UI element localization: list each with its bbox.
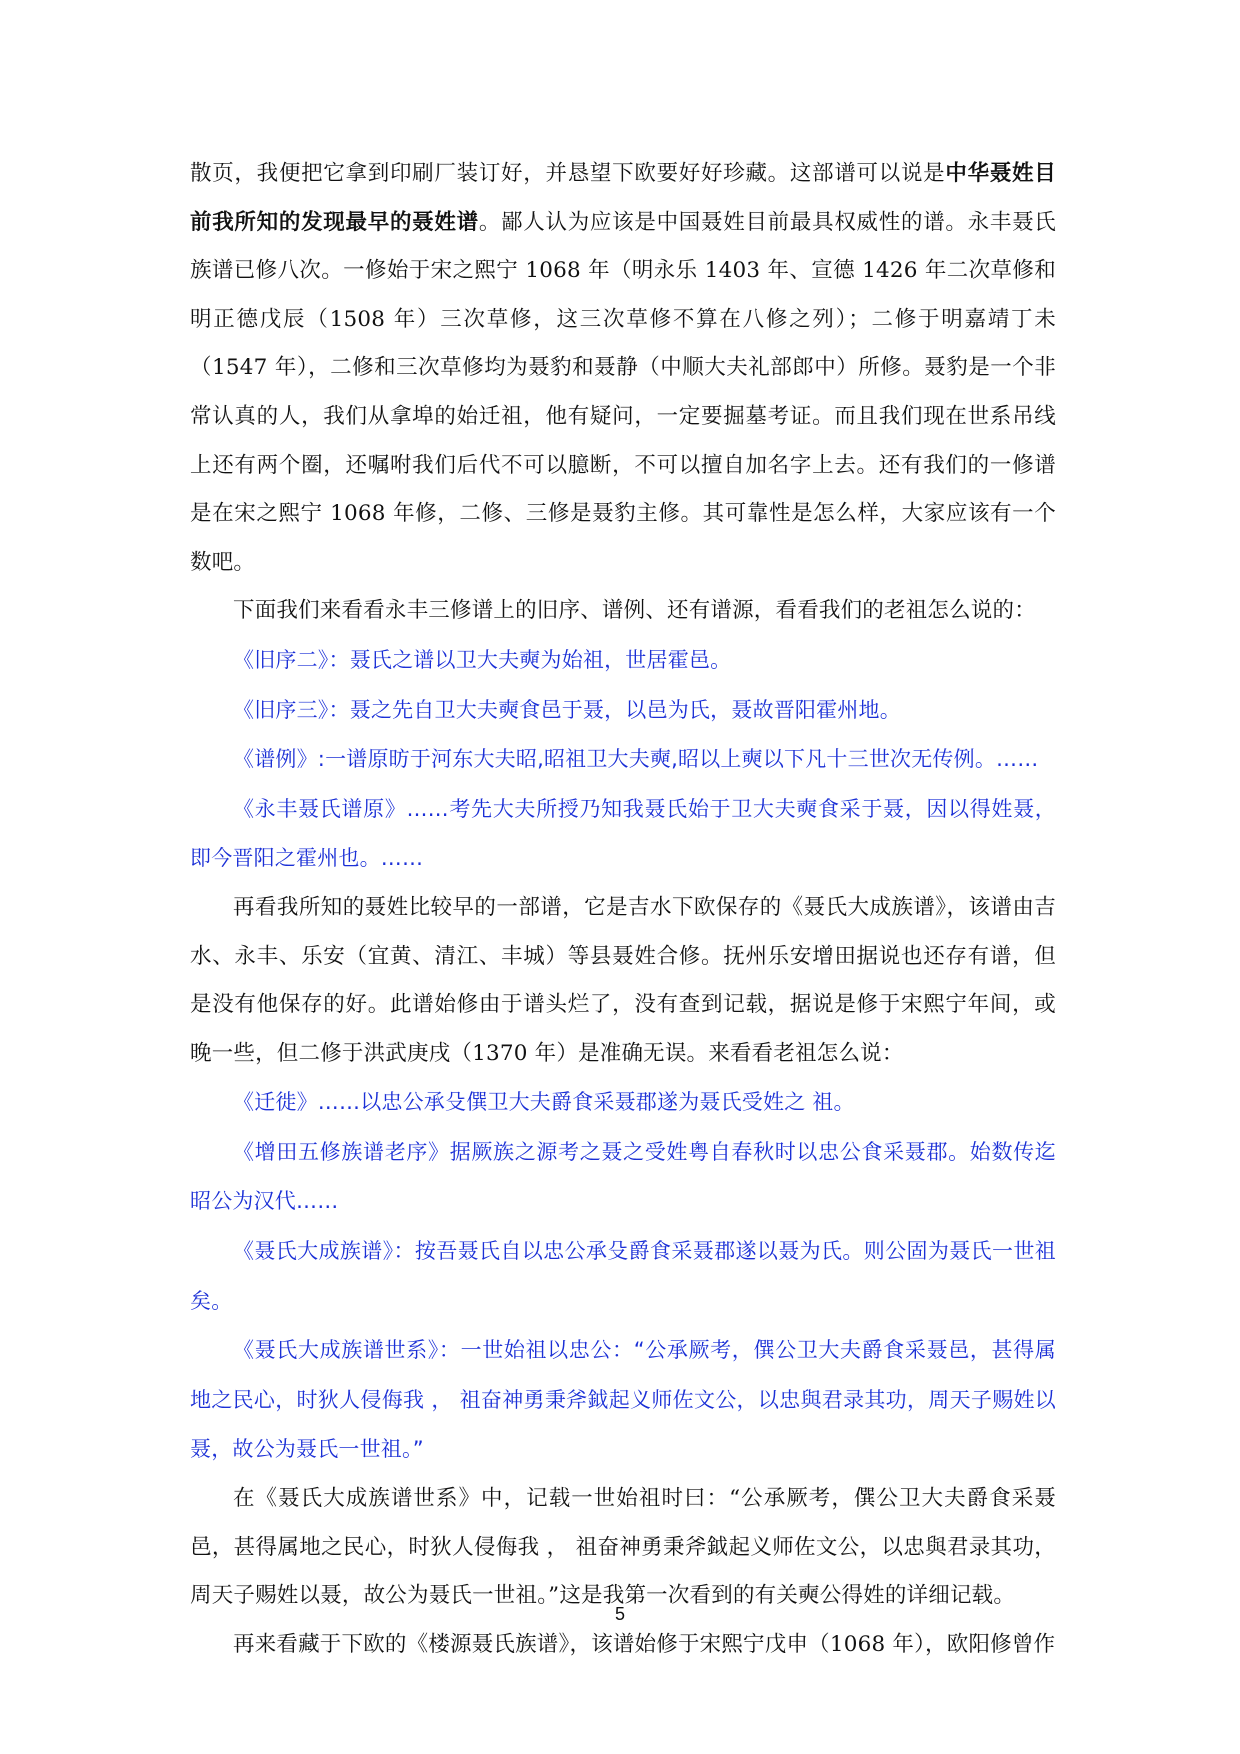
quoted-text-run: 《永丰聂氏谱原》……考先大夫所授乃知我聂氏始于卫大夫奭食采于聂，因以得姓聂，即今晋阳之霍州也。…… (190, 796, 1056, 871)
page-body (190, 150, 1056, 1669)
quoted-text-run: 《迁徙》……以忠公承殳僎卫大夫爵食采聂郡遂为聂氏受姓之 祖。 (233, 1090, 855, 1115)
quoted-text-run: 《旧序三》：聂之先自卫大夫奭食邑于聂，以邑为氏，聂故晋阳霍州地。 (233, 697, 901, 722)
quote-paragraph (190, 636, 1056, 686)
quoted-text-run: 《旧序二》：聂氏之谱以卫大夫奭为始祖，世居霍邑。 (233, 647, 732, 672)
quoted-text-run: 《谱例》:一谱原昉于河东大夫昭,昭祖卫大夫奭,昭以上奭以下凡十三世次无传例。…… (233, 747, 1039, 772)
body-paragraph (190, 884, 1056, 1078)
body-paragraph (190, 1621, 1056, 1670)
quote-paragraph (190, 1078, 1056, 1128)
bold-text-run: 中华聂姓目前我所知的发现最早的聂姓谱 (190, 161, 1056, 235)
quoted-text-run: 《聂氏大成族谱》：按吾聂氏自以忠公承殳爵食采聂郡遂以聂为氏。则公固为聂氏一世祖矣。 (190, 1239, 1056, 1313)
text-run: 再来看藏于下欧的《楼源聂氏族谱》，该谱始修于宋熙宁戊申（1068 年），欧阳修曾作 (233, 1631, 1056, 1657)
body-paragraph (190, 1475, 1056, 1621)
quote-paragraph (190, 1227, 1056, 1326)
text-run: 在《聂氏大成族谱世系》中，记载一世始祖时曰：“公承厥考，僎公卫大夫爵食采聂邑，甚得属地之民心，时狄人侵侮我 ， 祖奋神勇秉斧鉞起义师佐文公，以忠與君录其功，周天子赐姓以聂，故公为聂氏一世祖。”这是我第一次看到的有关奭公得姓的详细记载。 (190, 1486, 1056, 1609)
text-run: 再看我所知的聂姓比较早的一部谱，它是吉水下欧保存的《聂氏大成族谱》，该谱由吉水、永丰、乐安（宜黄、清江、丰城）等县聂姓合修。抚州乐安增田据说也还存有谱，但是没有他保存的好。此谱始修由于谱头烂了，没有查到记载，据说是修于宋熙宁年间，或晚一些，但二修于洪武庚戌（1370 年）是准确无误。来看看老祖怎么说： (190, 894, 1056, 1066)
page-number: 5 (614, 1604, 625, 1624)
quoted-text-run: 《聂氏大成族谱世系》：一世始祖以忠公：“公承厥考，僎公卫大夫爵食采聂邑，甚得属地之民心，时狄人侵侮我 ， 祖奋神勇秉斧鉞起义师佐文公，以忠與君录其功，周天子赐姓以聂，故公为聂氏一世祖。” (190, 1338, 1056, 1462)
quote-paragraph (190, 1128, 1056, 1227)
body-paragraph (190, 150, 1056, 587)
text-run: 散页，我便把它拿到印刷厂装订好，并恳望下欧要好好珍藏。这部谱可以说是 (190, 161, 946, 186)
text-run: 。鄙人认为应该是中国聂姓目前最具权威性的谱。永丰聂氏族谱已修八次。一修始于宋之熙宁 1068 年（明永乐 1403 年、宣德 1426 年二次草修和明正德戊辰（1508 年）三次草修，这三次草修不算在八修之列）；二修于明嘉靖丁未（1547 年），二修和三次草修均为聂豹和聂静（中顺大夫礼部郎中）所修。聂豹是一个非常认真的人，我们从拿埠的始迁祖，他有疑问，一定要掘墓考证。而且我们现在世系吊线上还有两个圈，还嘱咐我们后代不可以臆断，不可以擅自加名字上去。还有我们的一修谱是在宋之熙宁 1068 年修，二修、三修是聂豹主修。其可靠性是怎么样，大家应该有一个数吧。 (190, 209, 1056, 575)
quoted-text-run: 《增田五修族谱老序》据厥族之源考之聂之受姓粤自春秋时以忠公食采聂郡。始数传迄昭公为汉代…… (190, 1139, 1056, 1214)
quote-paragraph (190, 785, 1056, 884)
quote-paragraph (190, 686, 1056, 736)
text-run: 下面我们来看看永丰三修谱上的旧序、谱例、还有谱源，看看我们的老祖怎么说的： (233, 598, 1036, 624)
quote-paragraph (190, 1326, 1056, 1475)
quote-paragraph (190, 735, 1056, 785)
body-paragraph (190, 587, 1056, 636)
